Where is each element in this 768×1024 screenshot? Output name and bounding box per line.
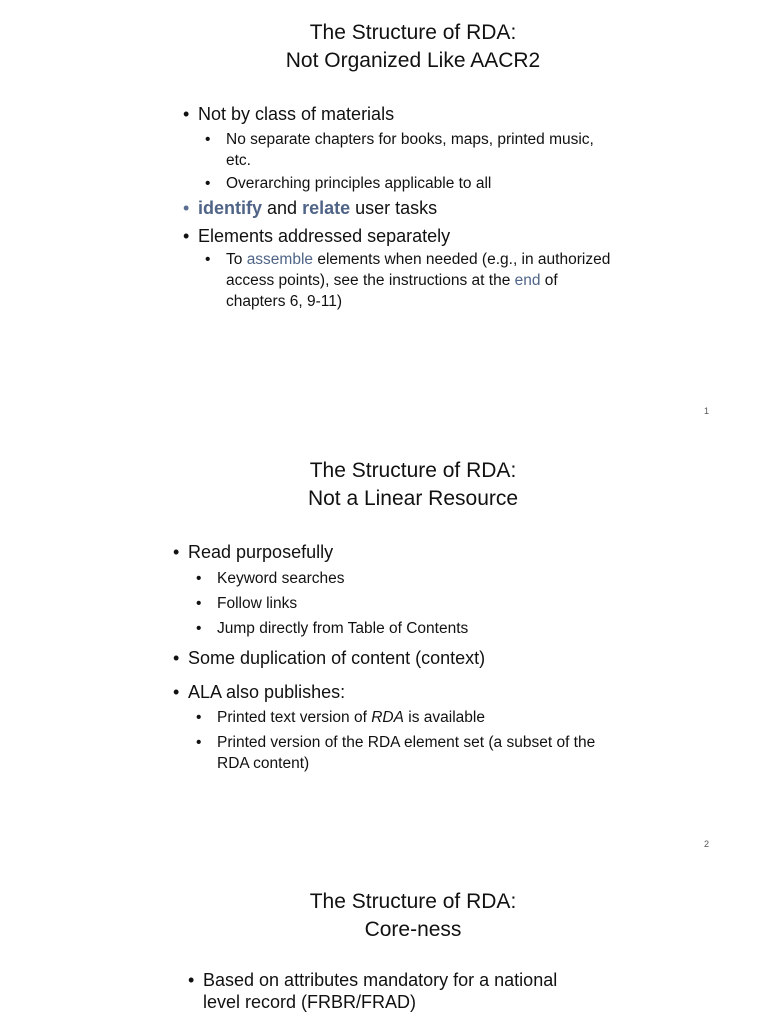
slide-2-title xyxy=(0,457,768,513)
slide-3-bullet-1 xyxy=(203,969,643,1013)
slide-1-bullet-2 xyxy=(198,197,437,219)
slide-2-bullet-1: • Read purposefully xyxy=(188,541,333,563)
slide-2-bullet-2: • Some duplication of content (context) xyxy=(188,647,485,669)
slide-1-bullet-1-sub-2: • Overarching principles applicable to all xyxy=(226,173,611,194)
slide-2-bullet-1-sub-2: • Follow links xyxy=(217,593,617,614)
slide-3-title-line1: The Structure of RDA: xyxy=(309,890,517,913)
slide-3-title xyxy=(0,888,768,944)
assemble-term: assemble xyxy=(246,251,314,268)
slide-2-bullet-3-sub-1 xyxy=(217,707,617,728)
identify-term: identify xyxy=(198,198,263,218)
slide-1-page-number: 1 xyxy=(704,406,710,416)
user-tasks-text: user tasks xyxy=(350,198,438,218)
text-to: To xyxy=(226,251,247,268)
text-elements: elements when needed (e.g., in authorized access points), see the instructions at the xyxy=(226,251,611,289)
slide-2-title-line1: The Structure of RDA: xyxy=(309,459,517,482)
slide-2-bullet-3: • ALA also publishes: xyxy=(188,681,345,703)
text-chapters: of chapters 6, 9-11) xyxy=(226,272,558,310)
relate-term: relate xyxy=(302,198,351,218)
rda-italic: RDA xyxy=(371,709,404,726)
slide-2-page-number: 2 xyxy=(704,839,710,849)
slide-3-bullet-1-line1: • Based on attributes mandatory for a national xyxy=(203,970,558,990)
text-available: is available xyxy=(403,709,485,726)
slide-3-title-line2: Core-ness xyxy=(364,918,462,941)
slide-1-title-line1: The Structure of RDA: xyxy=(309,21,517,44)
and-text: and xyxy=(262,198,303,218)
text-printed: Printed text version of xyxy=(217,709,372,726)
slide-3-bullet-1-line2: level record (FRBR/FRAD) xyxy=(203,992,417,1012)
slide-1-bullet-1-sub-1: • No separate chapters for books, maps, printed music, etc. xyxy=(226,129,611,171)
slide-2-bullet-1-sub-3: • Jump directly from Table of Contents xyxy=(217,618,617,639)
slide-1-title-line2: Not Organized Like AACR2 xyxy=(285,49,541,72)
end-term: end xyxy=(514,272,541,289)
slide-2-bullet-3-sub-2: • Printed version of the RDA element set (a subset of the RDA content) xyxy=(217,732,622,774)
slide-1-bullet-3: • Elements addressed separately xyxy=(198,225,450,247)
slide-1-bullet-1: • Not by class of materials xyxy=(198,103,394,125)
slide-2-bullet-1-sub-1: • Keyword searches xyxy=(217,568,617,589)
slide-1-bullet-3-sub-1 xyxy=(226,249,611,312)
slide-2-title-line2: Not a Linear Resource xyxy=(307,487,519,510)
slide-1-title xyxy=(0,19,768,75)
